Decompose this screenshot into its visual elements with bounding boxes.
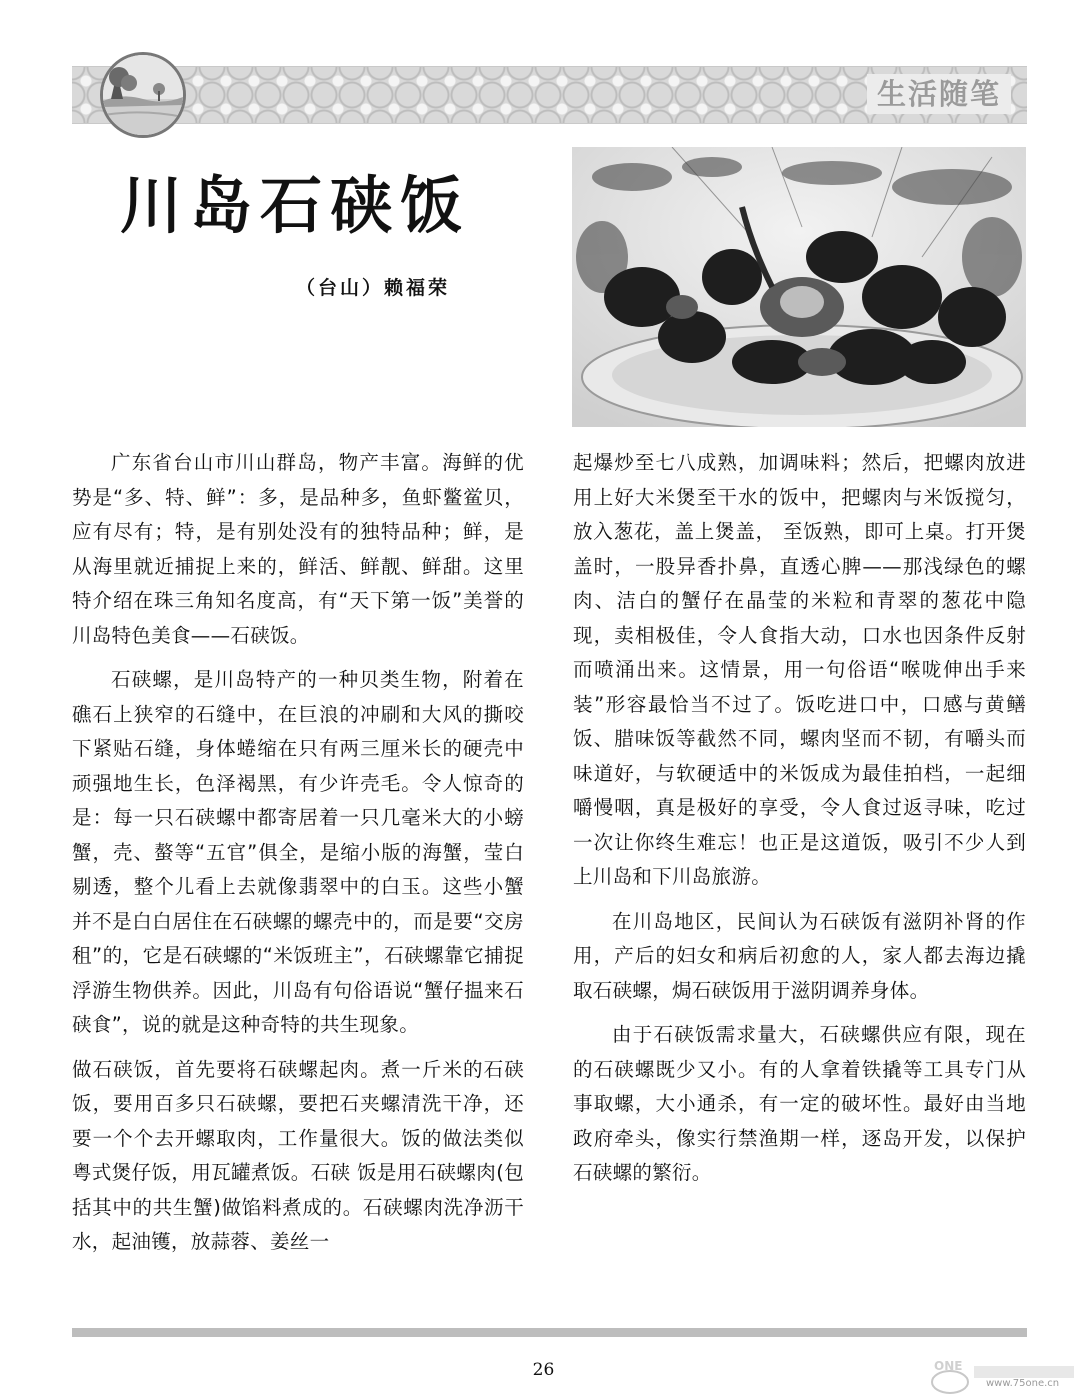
- article-body-right-column: [573, 446, 1026, 1201]
- watermark-logo: [928, 1356, 1084, 1396]
- paragraph-cooking-method: 做石硖饭，首先要将石硖螺起肉。煮一斤米的石硖饭，要用百多只石硖螺，要把石夹螺清洗干净，还要一个个去开螺取肉，工作量很大。饭的做法类似粤式煲仔饭，用瓦罐煮饭。石硖 饭是用石硖螺肉(包括其中的共生蟹)做馅料煮成的。石硖螺肉洗净沥干水，起油镬，放蒜蓉、姜丝一: [72, 1057, 524, 1253]
- page-number: 26: [532, 1360, 555, 1380]
- dish-photo: [572, 147, 1026, 427]
- article-title: 川岛石硖饭: [120, 169, 471, 242]
- watermark-url: www.75one.cn: [986, 1378, 1060, 1389]
- paragraph-health-benefits: 在川岛地区，民间认为石硖饭有滋阴补肾的作用，产后的妇女和病后初愈的人，家人都去海边撬取石硖螺，焗石硖饭用于滋阴调养身体。: [573, 909, 1026, 1002]
- landscape-medallion-image: [100, 52, 186, 138]
- paragraph-snail-description: 石硖螺，是川岛特产的一种贝类生物，附着在礁石上狭窄的石缝中，在巨浪的冲刷和大风的撕咬下紧贴石缝，身体蜷缩在只有两三厘米长的硬壳中顽强地生长，色泽褐黑，有少许壳毛。令人惊奇的是：每一只石硖螺中都寄居着一只几毫米大的小螃蟹，壳、螯等“五官”俱全，是缩小版的海蟹，莹白剔透，整个儿看上去就像翡翠中的白玉。这些小蟹并不是白白居住在石硖螺的螺壳中的，而是要“交房租”的，它是石硖螺的“米饭班主”，石硖螺靠它捕捉浮游生物供养。因此，川岛有句俗语说“蟹仔揾来石硖食”，说的就是这种奇特的共生现象。: [72, 668, 524, 1036]
- article-body-left-column: [72, 446, 524, 1270]
- paragraph-conservation: 由于石硖饭需求量大，石硖螺供应有限，现在的石硖螺既少又小。有的人拿着铁撬等工具专门从事取螺，大小通杀，有一定的破坏性。最好由当地政府牵头，像实行禁渔期一样，逐岛开发，以保护石硖螺的繁衍。: [573, 1023, 1026, 1184]
- svg-text:ONE: ONE: [934, 1359, 963, 1373]
- paragraph-cooking-continued: 起爆炒至七八成熟，加调味料；然后，把螺肉放进用上好大米煲至干水的饭中，把螺肉与米饭搅匀，放入葱花，盖上煲盖， 至饭熟，即可上桌。打开煲盖时，一股异香扑鼻，直透心脾——那浅绿色的螺肉、洁白的蟹仔在晶莹的米粒和青翠的葱花中隐现，卖相极佳，令人食指大动，口水也因条件反射而喷涌出来。这情景，用一句俗语“喉咙伸出手来装”形容最恰当不过了。饭吃进口中，口感与黄鳝饭、腊味饭等截然不同，螺肉坚而不韧，有嚼头而味道好，与软硬适中的米饭成为最佳拍档，一起细嚼慢咽，真是极好的享受，令人食过返寻味，吃过一次让你终生难忘！也正是这道饭，吸引不少人到上川岛和下川岛旅游。: [573, 451, 1026, 888]
- paragraph-intro: 广东省台山市川山群岛，物产丰富。海鲜的优势是“多、特、鲜”：多，是品种多，鱼虾鳖鲎贝，应有尽有；特，是有别处没有的独特品种；鲜，是从海里就近捕捉上来的，鲜活、鲜靓、鲜甜。这里特介绍在珠三角知名度高，有“天下第一饭”美誉的川岛特色美食——石硖饭。: [72, 451, 524, 647]
- footer-rule: [72, 1328, 1027, 1337]
- article-byline: （台山）赖福荣: [296, 277, 451, 299]
- section-label: 生活随笔: [867, 74, 1011, 114]
